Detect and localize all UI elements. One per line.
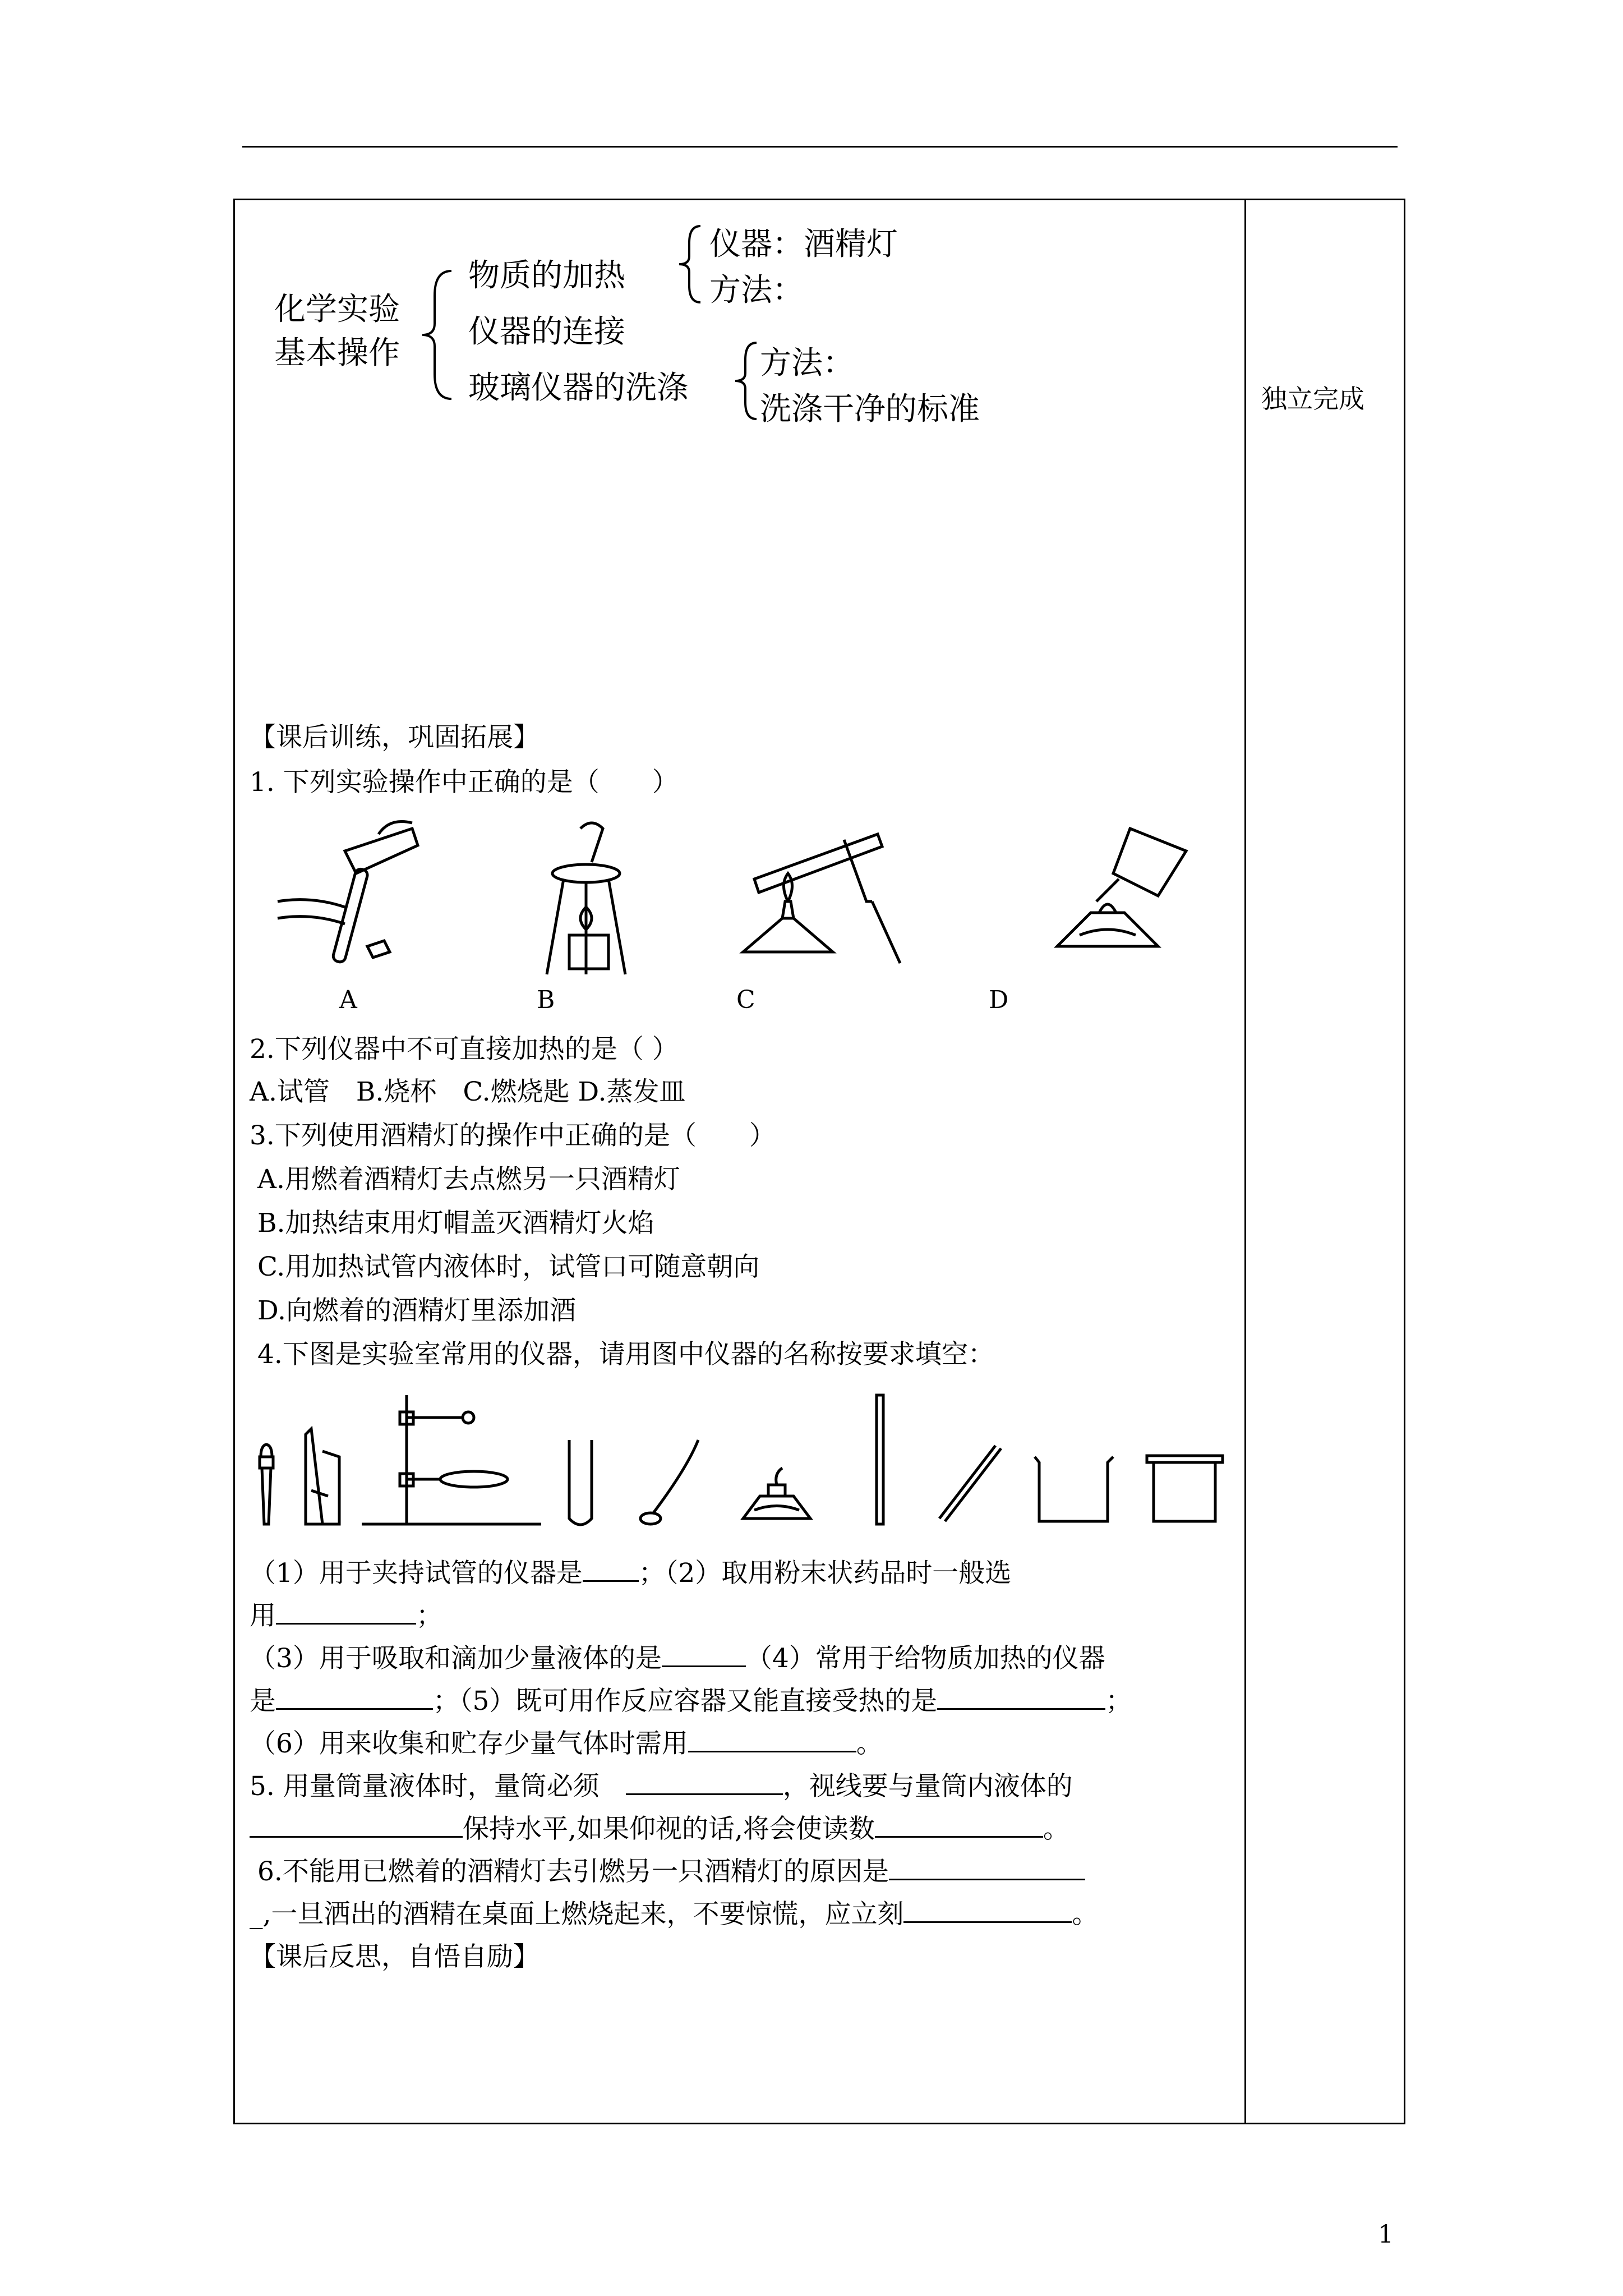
gas-jar-icon bbox=[1147, 1456, 1223, 1521]
q1-figures bbox=[250, 817, 1237, 1014]
main-cell bbox=[250, 200, 1237, 2123]
answer-blank-1[interactable] bbox=[583, 1558, 639, 1582]
question-6-line-2: _,一旦洒出的酒精在桌面上燃烧起来，不要惊慌，应立刻 。 bbox=[250, 1899, 1099, 1930]
alcohol-lamp-icon bbox=[743, 1468, 810, 1519]
tripod-heating-illustration bbox=[530, 817, 642, 986]
diagram-root: 化学实验 bbox=[274, 291, 400, 328]
diagram-washing-standard: 洗涤干净的标准 bbox=[760, 391, 980, 427]
answer-blank-10[interactable] bbox=[889, 1856, 1085, 1880]
side-note: 独立完成 bbox=[1261, 384, 1364, 414]
q1-option-c: C bbox=[736, 986, 755, 1014]
brace-icon bbox=[418, 268, 457, 402]
question-3-option-b: B.加热结束用灯帽盖灭酒精灯火焰 bbox=[257, 1208, 654, 1239]
question-3-option-c: C.用加热试管内液体时，试管口可随意朝向 bbox=[257, 1251, 760, 1282]
question-4: 4.下图是实验室常用的仪器，请用图中仪器的名称按要求填空： bbox=[257, 1339, 994, 1370]
column-divider bbox=[1244, 200, 1246, 2123]
diagram-heating-instrument: 仪器：酒精灯 bbox=[709, 226, 898, 263]
diagram-washing-method: 方法： bbox=[760, 345, 854, 381]
answer-blank-9[interactable] bbox=[875, 1814, 1043, 1838]
answer-blank-11[interactable] bbox=[903, 1899, 1072, 1923]
dropper-icon bbox=[260, 1444, 273, 1524]
page-number: 1 bbox=[1378, 2220, 1394, 2249]
answer-blank-6[interactable] bbox=[688, 1728, 856, 1752]
q1-option-a: A bbox=[339, 986, 357, 1014]
pouring-liquid-illustration bbox=[266, 817, 435, 974]
iron-stand-icon bbox=[362, 1395, 541, 1524]
answer-blank-3[interactable] bbox=[662, 1643, 746, 1667]
q4-instruments-figure bbox=[250, 1384, 1237, 1530]
reflection-title: 【课后反思，自悟自励】 bbox=[250, 1941, 540, 1972]
test-tube-holder-icon bbox=[306, 1429, 339, 1524]
diagram-branch-washing: 玻璃仪器的洗涤 bbox=[468, 370, 688, 406]
question-4-line-4: 是 ；（5）既可用作反应容器又能直接受热的是 ； bbox=[250, 1686, 1132, 1717]
question-3-option-a: A.用燃着酒精灯去点燃另一只酒精灯 bbox=[257, 1164, 680, 1195]
test-tube-icon bbox=[569, 1440, 592, 1525]
brace-icon bbox=[676, 223, 704, 307]
glass-rod-icon bbox=[877, 1395, 883, 1524]
adding-alcohol-illustration bbox=[1046, 817, 1214, 974]
concept-diagram bbox=[250, 200, 1237, 492]
question-3-option-d: D.向燃着的酒精灯里添加酒 bbox=[257, 1295, 576, 1326]
diagram-heating-method: 方法： bbox=[709, 272, 804, 309]
question-6-line-1: 6.不能用已燃着的酒精灯去引燃另一只酒精灯的原因是 bbox=[257, 1851, 1085, 1888]
answer-blank-8[interactable] bbox=[250, 1814, 463, 1838]
question-3: 3.下列使用酒精灯的操作中正确的是（ ） bbox=[250, 1120, 776, 1151]
answer-blank-2[interactable] bbox=[276, 1600, 416, 1625]
answer-blank-5[interactable] bbox=[937, 1686, 1105, 1710]
diagram-root-2: 基本操作 bbox=[274, 335, 400, 371]
header-rule bbox=[242, 146, 1398, 148]
section-title: 【课后训练，巩固拓展】 bbox=[250, 722, 540, 753]
question-5-line-1: 5. 用量筒量液体时，量筒必须 ，视线要与量筒内液体的 bbox=[250, 1771, 1073, 1802]
diagram-branch-connection: 仪器的连接 bbox=[468, 314, 625, 350]
question-1: 1. 下列实验操作中正确的是（ ） bbox=[250, 767, 679, 798]
worksheet-table bbox=[233, 199, 1405, 2124]
tweezers-icon bbox=[939, 1446, 1001, 1521]
heating-test-tube-illustration bbox=[732, 817, 923, 974]
question-2: 2.下列仪器中不可直接加热的是（ ） bbox=[250, 1034, 679, 1065]
question-4-line-5: （6）用来收集和贮存少量气体时需用 。 bbox=[250, 1728, 883, 1759]
answer-blank-7[interactable] bbox=[626, 1771, 783, 1795]
question-2-options: A.试管 B.烧杯 C.燃烧匙 D.蒸发皿 bbox=[250, 1076, 686, 1107]
diagram-branch-heating: 物质的加热 bbox=[468, 257, 625, 294]
question-4-line-1: （1）用于夹持试管的仪器是 ；（2）取用粉末状药品时一般选 bbox=[250, 1558, 1012, 1589]
spatula-icon bbox=[640, 1440, 698, 1524]
q1-option-b: B bbox=[537, 986, 555, 1014]
question-4-line-3: （3）用于吸取和滴加少量液体的是 （4）常用于给物质加热的仪器 bbox=[250, 1643, 1105, 1674]
question-4-line-2: 用 ； bbox=[250, 1600, 442, 1631]
answer-blank-4[interactable] bbox=[276, 1686, 433, 1710]
beaker-icon bbox=[1035, 1457, 1113, 1521]
question-5-line-2: 保持水平,如果仰视的话,将会使读数 。 bbox=[250, 1808, 1069, 1846]
brace-icon bbox=[732, 339, 760, 424]
q1-option-d: D bbox=[989, 986, 1009, 1014]
